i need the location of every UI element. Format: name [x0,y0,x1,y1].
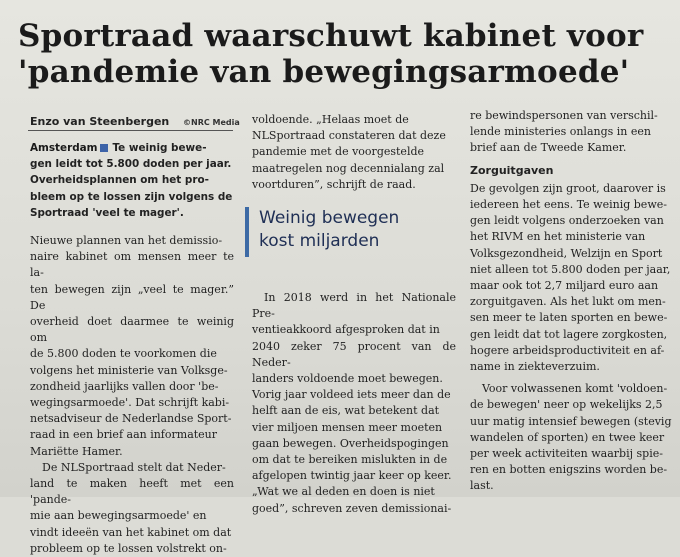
column-2-body: In 2018 werd in het Nationale Pre- ventieakkoord afgesproken dat in 2040 zeker 75 procent van de Neder- landers voldoende moet bewegen. Vorig jaar voldeed iets meer dan de helft aan de eis, wat betekent dat vier miljoen mensen meer moeten gaan bewegen. Overheidspogingen om dat te bereiken mislukten in de afgelopen twintig jaar keer op keer. „Wat we al deden en doen is niet goed”, schreven zeven demissionai- [252,291,456,515]
byline: Enzo van Steenbergen [30,115,170,128]
headline [18,18,668,90]
lead-line: Overheidsplannen om het pro- [30,174,209,187]
column-1 [30,140,234,557]
lead-line: bleem op te lossen zijn volgens de [30,190,233,203]
body-paragraph: Voor volwassenen komt 'voldoen- de bewegen' neer op wekelijks 2,5 uur matig intensief bewegen (stevig wandelen of sporten) en twee keer per week activiteiten waarbij spie- ren en botten enigszins worden be- last. [470,382,672,493]
blue-square-icon [100,144,108,152]
lead-line: Sportraad 'veel te mager'. [30,206,184,219]
body-paragraph: De gevolgen zijn groot, daarover is iedereen het eens. Te weinig bewe- gen leidt volgens onderzoeken van het RIVM en het ministerie van Volksgezondheid, Welzijn en Sport niet alleen tot 5.800 doden per jaar, maar ook tot 2,7 miljard euro aan zorguitgaven. Als het lukt om men- sen meer te laten sporten en bewe- gen leidt dat tot lagere zorgkosten, hogere arbeidsproductiviteit en af- name in ziekteverzuim. [470,181,671,374]
headline-line-2: 'pandemie van bewegingsarmoede' [18,54,630,90]
lead-line: Amsterdam Te weinig bewe- [30,142,207,154]
dateline-place: Amsterdam [30,142,98,154]
body-paragraph: Nieuwe plannen van het demissio- naire kabinet om mensen meer te la- ten bewegen zijn „veel te mager.” De overheid doet daarmee te weinig om de 5.800 doden te voorkomen die volgens het ministerie van Volksge- zondheid jaarlijks vallen door 'be- wegingsarmoede'. Dat schrijft kabi- netsadviseur de Nederlandse Sport- raad in een brief aan informateur Mariëtte Hamer. [30,234,234,458]
media-credit: ©NRC Media [183,118,240,127]
lead-paragraph [30,140,234,221]
column-2-top: voldoende. „Helaas moet de NLSportraad constateren dat deze pandemie met de voorgestelde maatregelen nog decennialang zal voortduren”, schrijft de raad. [252,113,446,191]
subheading: Zorguitgaven [470,163,554,177]
byline-rule [28,130,233,131]
body-paragraph: De NLSportraad stelt dat Neder- land te maken heeft met een 'pande- mie aan bewegingsarmoede' en vindt ideeën van het kabinet om dat probleem op te lossen volstrekt on- [30,460,234,555]
column-3: re bewindspersonen van verschil- lende ministeries onlangs in een brief aan de Tweede Kamer. Zorguitgaven De gevolgen zijn groot, daarover is iedereen het eens. Te weinig bewe- gen leidt volgens onderzoeken van het RIVM en het ministerie van Volksgezondheid, Welzijn en Sport niet alleen tot 5.800 doden per jaar, maar ook tot 2,7 miljard euro aan zorguitgaven. Als het lukt om men- sen meer te laten sporten en bewe- gen leidt dat tot lagere zorgkosten, hogere arbeidsproductiviteit en af- name in ziekteverzuim. Voor volwassenen komt 'voldoen- de bewegen' neer op wekelijks 2,5 uur matig intensief bewegen (stevig wandelen of sporten) en twee keer per week activiteiten waarbij spie- ren en botten enigszins worden be- last. [470,108,674,495]
pull-quote: Weinig bewegen kost miljarden [245,207,474,257]
headline-line-1: Sportraad waarschuwt kabinet voor [18,18,644,54]
lead-line: gen leidt tot 5.800 doden per jaar. [30,158,232,171]
